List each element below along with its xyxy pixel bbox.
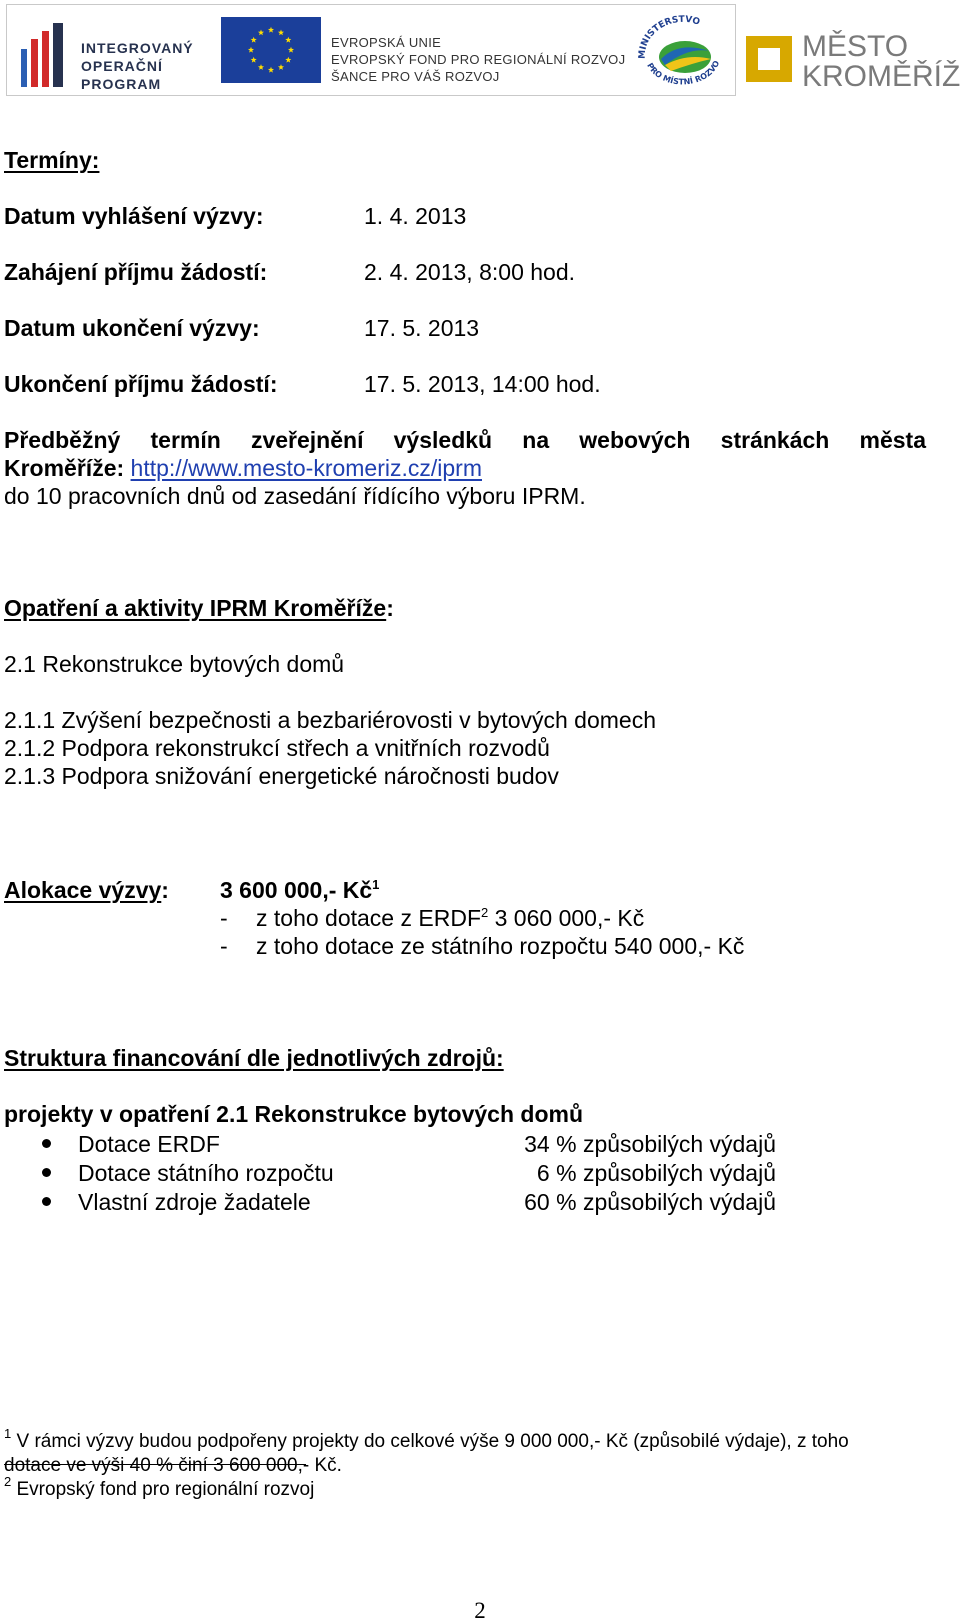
alokace-label	[4, 876, 169, 904]
term-value: 17. 5. 2013	[364, 315, 480, 341]
eu-star-icon	[285, 57, 291, 63]
struktura-heading: Struktura financování dle jednotlivých zdrojů:	[4, 1045, 504, 1071]
alokace-amount-text: 3 600 000,- Kč	[220, 877, 373, 903]
opatreni-heading	[4, 594, 394, 622]
iop-stripe-navy	[53, 23, 63, 87]
funding-source-value: 34 % způsobilých výdajů	[524, 1131, 776, 1157]
eu-star-icon	[268, 27, 274, 33]
ministry-arc-top: MINISTERSTVO	[637, 14, 702, 60]
iop-logo	[17, 15, 197, 92]
footnote-mark: 1	[4, 1426, 12, 1441]
eu-flag-icon	[221, 17, 321, 83]
ministry-arc-bottom: PRO MÍSTNÍ ROZVO	[645, 59, 722, 87]
bullet-icon	[42, 1168, 51, 1177]
term-label: Datum ukončení výzvy:	[4, 315, 260, 341]
iop-stripe-blue	[21, 49, 27, 87]
results-word: na	[522, 427, 550, 453]
alokace-state-line: z toho dotace ze státního rozpočtu 540 000,- Kč	[256, 933, 745, 959]
alokace-dash: -	[220, 933, 228, 959]
funding-source-label: Dotace ERDF	[78, 1131, 220, 1157]
label-colon: :	[161, 877, 169, 903]
heading-colon: :	[386, 595, 394, 621]
bullet-icon	[42, 1197, 51, 1206]
eu-fund-text: EVROPSKÁ UNIE EVROPSKÝ FOND PRO REGIONÁLNÍ ROZVOJ ŠANCE PRO VÁŠ ROZVOJ	[331, 35, 626, 84]
eu-star-icon	[268, 67, 274, 73]
term-label: Zahájení příjmu žádostí:	[4, 259, 268, 285]
results-word: termín	[150, 427, 221, 453]
opatreni-heading-text: Opatření a aktivity IPRM Kroměříže	[4, 595, 387, 621]
eu-star-icon	[251, 57, 257, 63]
eu-star-icon	[251, 37, 257, 43]
iop-stripe-red-2	[42, 31, 49, 87]
activity-item: 2.1.2 Podpora rekonstrukcí střech a vnitřních rozvodů	[4, 735, 550, 761]
eu-star-icon	[278, 64, 284, 70]
iop-stripe-red	[31, 39, 38, 87]
eu-star-icon	[285, 37, 291, 43]
ministry-logo	[635, 13, 731, 89]
term-value: 17. 5. 2013, 14:00 hod.	[364, 371, 601, 397]
term-label: Datum vyhlášení výzvy:	[4, 203, 264, 229]
footnote-1-text: V rámci výzvy budou podpořeny projekty do celkové výše 9 000 000,- Kč (způsobilé výdaje), z toho	[11, 1431, 849, 1452]
footnote-mark: 2	[4, 1474, 12, 1489]
erdf-amount: 3 060 000,- Kč	[488, 905, 645, 931]
struktura-subheading: projekty v opatření 2.1 Rekonstrukce bytových domů	[4, 1101, 583, 1127]
iop-logo-text: INTEGROVANÝ OPERAČNÍ PROGRAM	[81, 40, 194, 92]
term-value: 1. 4. 2013	[364, 203, 467, 229]
alokace-label-text: Alokace výzvy	[4, 877, 162, 903]
logo-bar	[6, 4, 736, 96]
activity-item: 2.1.1 Zvýšení bezpečnosti a bezbariérovosti v bytových domech	[4, 707, 657, 733]
iprm-link[interactable]: http://www.mesto-kromeriz.cz/iprm	[130, 455, 482, 481]
city-logo	[746, 30, 960, 93]
results-word: zveřejnění	[250, 427, 364, 453]
term-label: Ukončení příjmu žádostí:	[4, 371, 278, 397]
funding-source-label: Dotace státního rozpočtu	[78, 1160, 334, 1186]
activity-item: 2.1.3 Podpora snižování energetické náročnosti budov	[4, 763, 559, 789]
results-deadline-text: do 10 pracovních dnů od zasedání řídícího výboru IPRM.	[4, 483, 586, 509]
measure-title: 2.1 Rekonstrukce bytových domů	[4, 651, 345, 677]
page-number: 2	[474, 1598, 486, 1623]
funding-source-value: 6 % způsobilých výdajů	[536, 1160, 776, 1186]
city-mark-icon	[746, 36, 792, 82]
footnote-ref: 2	[481, 905, 489, 920]
results-word: stránkách	[720, 427, 830, 453]
results-announcement-line	[4, 426, 926, 454]
term-value: 2. 4. 2013, 8:00 hod.	[364, 259, 576, 285]
footnote-2-text: Evropský fond pro regionální rozvoj	[11, 1479, 315, 1500]
bullet-icon	[42, 1139, 51, 1148]
results-word: webových	[579, 427, 691, 453]
alokace-erdf-line	[256, 904, 644, 932]
city-name-label: Kroměříže:	[4, 455, 125, 481]
eu-star-icon	[288, 47, 294, 53]
footnote-ref: 1	[372, 877, 380, 892]
funding-source-label: Vlastní zdroje žadatele	[78, 1189, 311, 1215]
eu-star-icon	[258, 29, 264, 35]
terminy-heading: Termíny:	[4, 147, 100, 173]
results-word: města	[859, 427, 926, 453]
footnote-1-line-2: dotace ve výši 40 % činí 3 600 000,- Kč.	[4, 1455, 342, 1476]
alokace-dash: -	[220, 905, 228, 931]
alokace-amount	[220, 876, 379, 904]
eu-star-icon	[278, 29, 284, 35]
eu-star-icon	[248, 47, 254, 53]
results-word: Předběžný	[4, 427, 121, 453]
funding-source-value: 60 % způsobilých výdajů	[524, 1189, 776, 1215]
erdf-text: z toho dotace z ERDF	[256, 905, 481, 931]
results-link-line	[4, 454, 482, 482]
eu-star-icon	[258, 64, 264, 70]
city-name: MĚSTO KROMĚŘÍŽ	[802, 30, 960, 93]
results-word: výsledků	[393, 427, 493, 453]
footnote-2	[4, 1474, 315, 1502]
footnote-1	[4, 1426, 849, 1454]
